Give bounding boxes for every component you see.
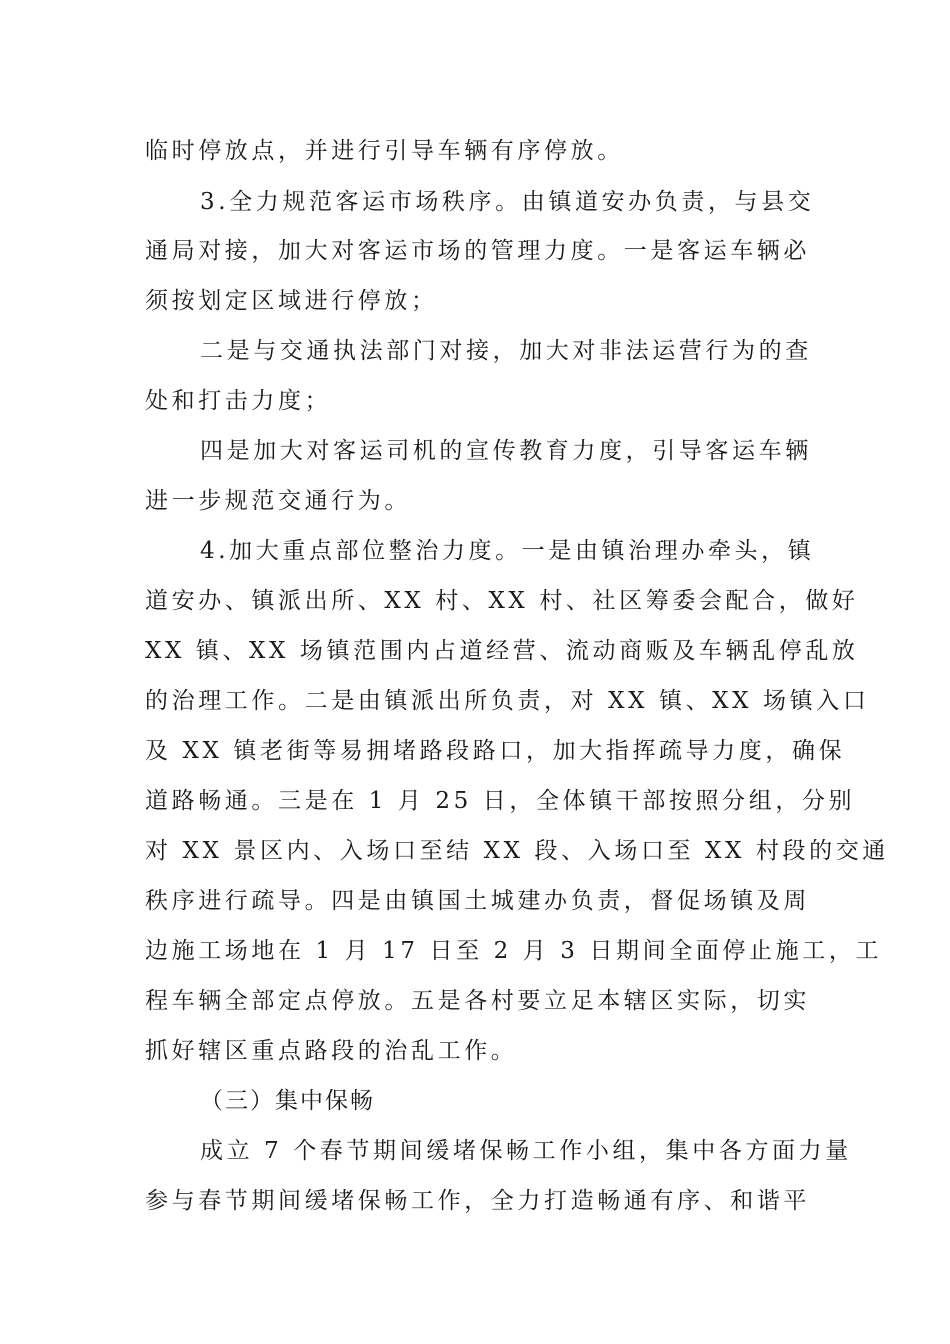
body-line: 进一步规范交通行为。 — [145, 488, 411, 514]
paragraph-first-line: 3.全力规范客运市场秩序。由镇道安办负责，与县交 — [200, 189, 815, 215]
body-line: 须按划定区域进行停放； — [145, 288, 438, 314]
paragraph-first-line: 成立 7 个春节期间缓堵保畅工作小组，集中各方面力量 — [200, 1138, 852, 1164]
body-line: 参与春节期间缓堵保畅工作，全力打造畅通有序、和谐平 — [145, 1188, 810, 1214]
body-line: 及 XX 镇老街等易拥堵路段路口，加大指挥疏导力度，确保 — [145, 738, 846, 764]
paragraph-first-line: 二是与交通执法部门对接，加大对非法运营行为的查 — [200, 338, 812, 364]
body-line: 程车辆全部定点停放。五是各村要立足本辖区实际，切实 — [145, 988, 810, 1014]
body-line: 抓好辖区重点路段的治乱工作。 — [145, 1038, 518, 1064]
section-heading: （三）集中保畅 — [200, 1088, 375, 1114]
body-line: 道安办、镇派出所、XX 村、XX 村、社区筹委会配合，做好 — [145, 588, 859, 614]
body-line: 道路畅通。三是在 1 月 25 日，全体镇干部按照分组，分别 — [145, 788, 856, 814]
body-line: XX 镇、XX 场镇范围内占道经营、流动商贩及车辆乱停乱放 — [145, 638, 859, 664]
paragraph-first-line: 4.加大重点部位整治力度。一是由镇治理办牵头，镇 — [200, 538, 815, 564]
body-line: 处和打击力度； — [145, 388, 332, 414]
body-line: 通局对接，加大对客运市场的管理力度。一是客运车辆必 — [145, 238, 810, 264]
body-line: 秩序进行疏导。四是由镇国土城建办负责，督促场镇及周 — [145, 888, 810, 914]
body-line: 边施工场地在 1 月 17 日至 2 月 3 日期间全面停止施工，工 — [145, 938, 883, 964]
body-line: 临时停放点，并进行引导车辆有序停放。 — [145, 138, 624, 164]
body-line: 的治理工作。二是由镇派出所负责，对 XX 镇、XX 场镇入口 — [145, 688, 870, 714]
paragraph-first-line: 四是加大对客运司机的宣传教育力度，引导客运车辆 — [200, 438, 812, 464]
body-line: 对 XX 景区内、入场口至结 XX 段、入场口至 XX 村段的交通 — [145, 838, 889, 864]
